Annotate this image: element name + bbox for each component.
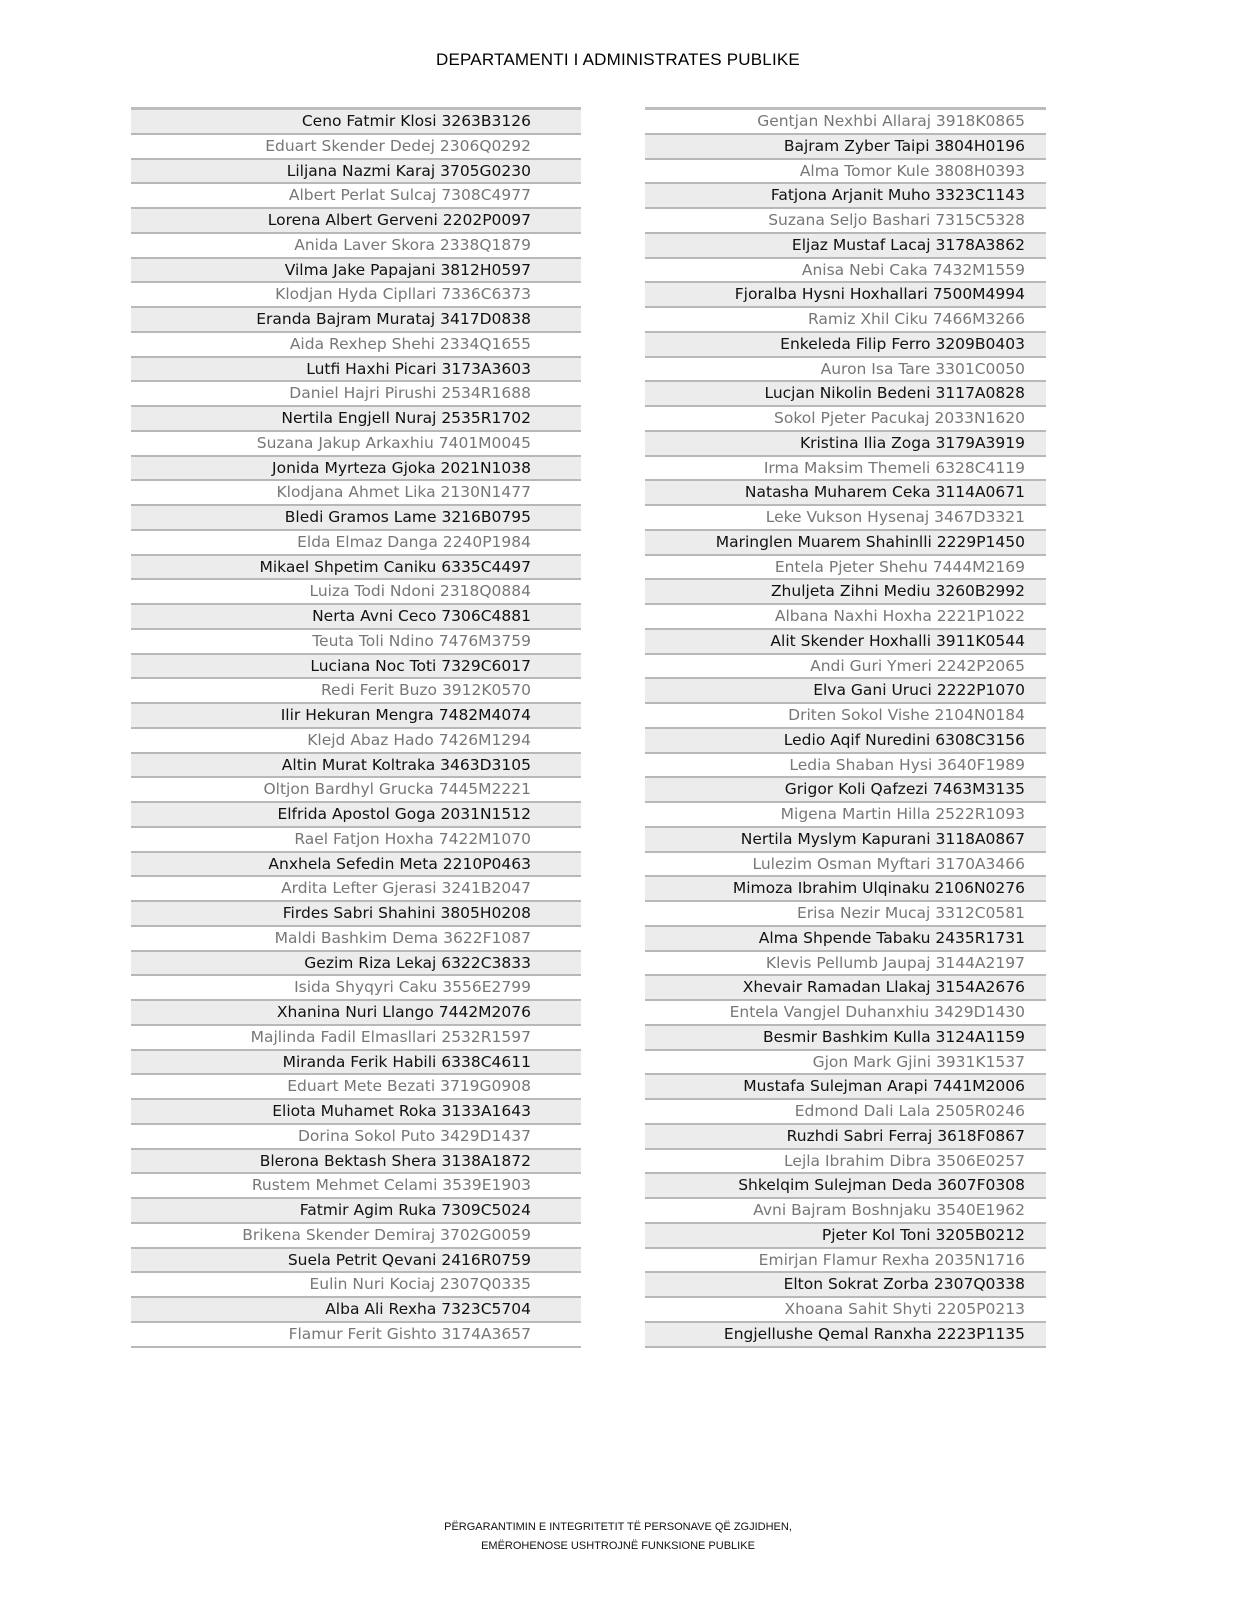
list-item: Rustem Mehmet Celami 3539E1903 <box>131 1174 581 1199</box>
list-item: Anida Laver Skora 2338Q1879 <box>131 234 581 259</box>
list-item: Nertila Engjell Nuraj 2535R1702 <box>131 407 581 432</box>
list-item: Lutfi Haxhi Picari 3173A3603 <box>131 358 581 383</box>
list-item: Rael Fatjon Hoxha 7422M1070 <box>131 828 581 853</box>
list-item: Dorina Sokol Puto 3429D1437 <box>131 1125 581 1150</box>
list-item: Eljaz Mustaf Lacaj 3178A3862 <box>645 234 1046 259</box>
list-item: Elva Gani Uruci 2222P1070 <box>645 679 1046 704</box>
list-item: Entela Pjeter Shehu 7444M2169 <box>645 556 1046 581</box>
list-item: Alma Shpende Tabaku 2435R1731 <box>645 927 1046 952</box>
list-item: Driten Sokol Vishe 2104N0184 <box>645 704 1046 729</box>
list-item: Elda Elmaz Danga 2240P1984 <box>131 531 581 556</box>
list-item: Miranda Ferik Habili 6338C4611 <box>131 1051 581 1076</box>
list-item: Fatmir Agim Ruka 7309C5024 <box>131 1199 581 1224</box>
list-item: Fjoralba Hysni Hoxhallari 7500M4994 <box>645 283 1046 308</box>
list-item: Elfrida Apostol Goga 2031N1512 <box>131 803 581 828</box>
list-item: Teuta Toli Ndino 7476M3759 <box>131 630 581 655</box>
list-item: Andi Guri Ymeri 2242P2065 <box>645 655 1046 680</box>
footer <box>0 1518 1236 1556</box>
list-item: Anisa Nebi Caka 7432M1559 <box>645 259 1046 284</box>
list-item: Shkelqim Sulejman Deda 3607F0308 <box>645 1174 1046 1199</box>
list-item: Albert Perlat Sulcaj 7308C4977 <box>131 184 581 209</box>
list-item: Ramiz Xhil Ciku 7466M3266 <box>645 308 1046 333</box>
list-item: Ledio Aqif Nuredini 6308C3156 <box>645 729 1046 754</box>
list-item: Oltjon Bardhyl Grucka 7445M2221 <box>131 778 581 803</box>
list-item: Emirjan Flamur Rexha 2035N1716 <box>645 1249 1046 1274</box>
list-item: Gjon Mark Gjini 3931K1537 <box>645 1051 1046 1076</box>
list-item: Alma Tomor Kule 3808H0393 <box>645 160 1046 185</box>
list-item: Ledia Shaban Hysi 3640F1989 <box>645 754 1046 779</box>
list-item: Enkeleda Filip Ferro 3209B0403 <box>645 333 1046 358</box>
list-item: Anxhela Sefedin Meta 2210P0463 <box>131 853 581 878</box>
list-item: Bledi Gramos Lame 3216B0795 <box>131 506 581 531</box>
list-item: Irma Maksim Themeli 6328C4119 <box>645 457 1046 482</box>
list-item: Klevis Pellumb Jaupaj 3144A2197 <box>645 952 1046 977</box>
list-item: Flamur Ferit Gishto 3174A3657 <box>131 1323 581 1348</box>
list-item: Natasha Muharem Ceka 3114A0671 <box>645 481 1046 506</box>
list-item: Erisa Nezir Mucaj 3312C0581 <box>645 902 1046 927</box>
list-item: Mustafa Sulejman Arapi 7441M2006 <box>645 1075 1046 1100</box>
list-item: Ilir Hekuran Mengra 7482M4074 <box>131 704 581 729</box>
list-item: Suzana Seljo Bashari 7315C5328 <box>645 209 1046 234</box>
list-item: Isida Shyqyri Caku 3556E2799 <box>131 976 581 1001</box>
list-item: Leke Vukson Hysenaj 3467D3321 <box>645 506 1046 531</box>
list-item: Suela Petrit Qevani 2416R0759 <box>131 1249 581 1274</box>
list-item: Kristina Ilia Zoga 3179A3919 <box>645 432 1046 457</box>
list-item: Gezim Riza Lekaj 6322C3833 <box>131 952 581 977</box>
list-item: Elton Sokrat Zorba 2307Q0338 <box>645 1273 1046 1298</box>
list-item: Eulin Nuri Kociaj 2307Q0335 <box>131 1273 581 1298</box>
list-item: Maldi Bashkim Dema 3622F1087 <box>131 927 581 952</box>
list-item: Gentjan Nexhbi Allaraj 3918K0865 <box>645 110 1046 135</box>
left-name-list <box>131 107 581 1348</box>
footer-line-2: EMËROHENOSE USHTROJNË FUNKSIONE PUBLIKE <box>481 1540 755 1552</box>
list-item: Brikena Skender Demiraj 3702G0059 <box>131 1224 581 1249</box>
list-item: Sokol Pjeter Pacukaj 2033N1620 <box>645 407 1046 432</box>
list-item: Maringlen Muarem Shahinlli 2229P1450 <box>645 531 1046 556</box>
list-item: Ceno Fatmir Klosi 3263B3126 <box>131 110 581 135</box>
list-item: Firdes Sabri Shahini 3805H0208 <box>131 902 581 927</box>
list-item: Klodjana Ahmet Lika 2130N1477 <box>131 481 581 506</box>
list-item: Ruzhdi Sabri Ferraj 3618F0867 <box>645 1125 1046 1150</box>
list-item: Eduart Skender Dedej 2306Q0292 <box>131 135 581 160</box>
list-item: Eduart Mete Bezati 3719G0908 <box>131 1075 581 1100</box>
list-item: Edmond Dali Lala 2505R0246 <box>645 1100 1046 1125</box>
list-item: Aida Rexhep Shehi 2334Q1655 <box>131 333 581 358</box>
list-item: Alit Skender Hoxhalli 3911K0544 <box>645 630 1046 655</box>
list-item: Migena Martin Hilla 2522R1093 <box>645 803 1046 828</box>
list-item: Fatjona Arjanit Muho 3323C1143 <box>645 184 1046 209</box>
list-item: Lorena Albert Gerveni 2202P0097 <box>131 209 581 234</box>
list-item: Entela Vangjel Duhanxhiu 3429D1430 <box>645 1001 1046 1026</box>
list-item: Besmir Bashkim Kulla 3124A1159 <box>645 1026 1046 1051</box>
list-item: Pjeter Kol Toni 3205B0212 <box>645 1224 1046 1249</box>
list-item: Blerona Bektash Shera 3138A1872 <box>131 1150 581 1175</box>
list-item: Altin Murat Koltraka 3463D3105 <box>131 754 581 779</box>
list-item: Bajram Zyber Taipi 3804H0196 <box>645 135 1046 160</box>
list-item: Luiza Todi Ndoni 2318Q0884 <box>131 580 581 605</box>
list-item: Suzana Jakup Arkaxhiu 7401M0045 <box>131 432 581 457</box>
list-item: Zhuljeta Zihni Mediu 3260B2992 <box>645 580 1046 605</box>
list-item: Xhevair Ramadan Llakaj 3154A2676 <box>645 976 1046 1001</box>
list-item: Liljana Nazmi Karaj 3705G0230 <box>131 160 581 185</box>
list-item: Auron Isa Tare 3301C0050 <box>645 358 1046 383</box>
list-item: Majlinda Fadil Elmasllari 2532R1597 <box>131 1026 581 1051</box>
list-item: Klodjan Hyda Cipllari 7336C6373 <box>131 283 581 308</box>
list-item: Xhoana Sahit Shyti 2205P0213 <box>645 1298 1046 1323</box>
footer-line-1: PËRGARANTIMIN E INTEGRITETIT TË PERSONAVE QË ZGJIDHEN, <box>444 1521 792 1533</box>
list-item: Nerta Avni Ceco 7306C4881 <box>131 605 581 630</box>
list-item: Eranda Bajram Murataj 3417D0838 <box>131 308 581 333</box>
right-name-list <box>645 107 1046 1348</box>
list-item: Grigor Koli Qafzezi 7463M3135 <box>645 778 1046 803</box>
list-item: Luciana Noc Toti 7329C6017 <box>131 655 581 680</box>
list-item: Redi Ferit Buzo 3912K0570 <box>131 679 581 704</box>
list-item: Ardita Lefter Gjerasi 3241B2047 <box>131 877 581 902</box>
list-item: Alba Ali Rexha 7323C5704 <box>131 1298 581 1323</box>
list-item: Engjellushe Qemal Ranxha 2223P1135 <box>645 1323 1046 1348</box>
list-item: Lejla Ibrahim Dibra 3506E0257 <box>645 1150 1046 1175</box>
list-item: Mimoza Ibrahim Ulqinaku 2106N0276 <box>645 877 1046 902</box>
list-item: Xhanina Nuri Llango 7442M2076 <box>131 1001 581 1026</box>
list-item: Mikael Shpetim Caniku 6335C4497 <box>131 556 581 581</box>
list-item: Jonida Myrteza Gjoka 2021N1038 <box>131 457 581 482</box>
list-item: Albana Naxhi Hoxha 2221P1022 <box>645 605 1046 630</box>
list-item: Avni Bajram Boshnjaku 3540E1962 <box>645 1199 1046 1224</box>
page-title: DEPARTAMENTI I ADMINISTRATES PUBLIKE <box>436 50 800 69</box>
list-item: Daniel Hajri Pirushi 2534R1688 <box>131 382 581 407</box>
list-item: Vilma Jake Papajani 3812H0597 <box>131 259 581 284</box>
list-item: Lulezim Osman Myftari 3170A3466 <box>645 853 1046 878</box>
list-item: Eliota Muhamet Roka 3133A1643 <box>131 1100 581 1125</box>
list-item: Lucjan Nikolin Bedeni 3117A0828 <box>645 382 1046 407</box>
list-item: Klejd Abaz Hado 7426M1294 <box>131 729 581 754</box>
list-item: Nertila Myslym Kapurani 3118A0867 <box>645 828 1046 853</box>
